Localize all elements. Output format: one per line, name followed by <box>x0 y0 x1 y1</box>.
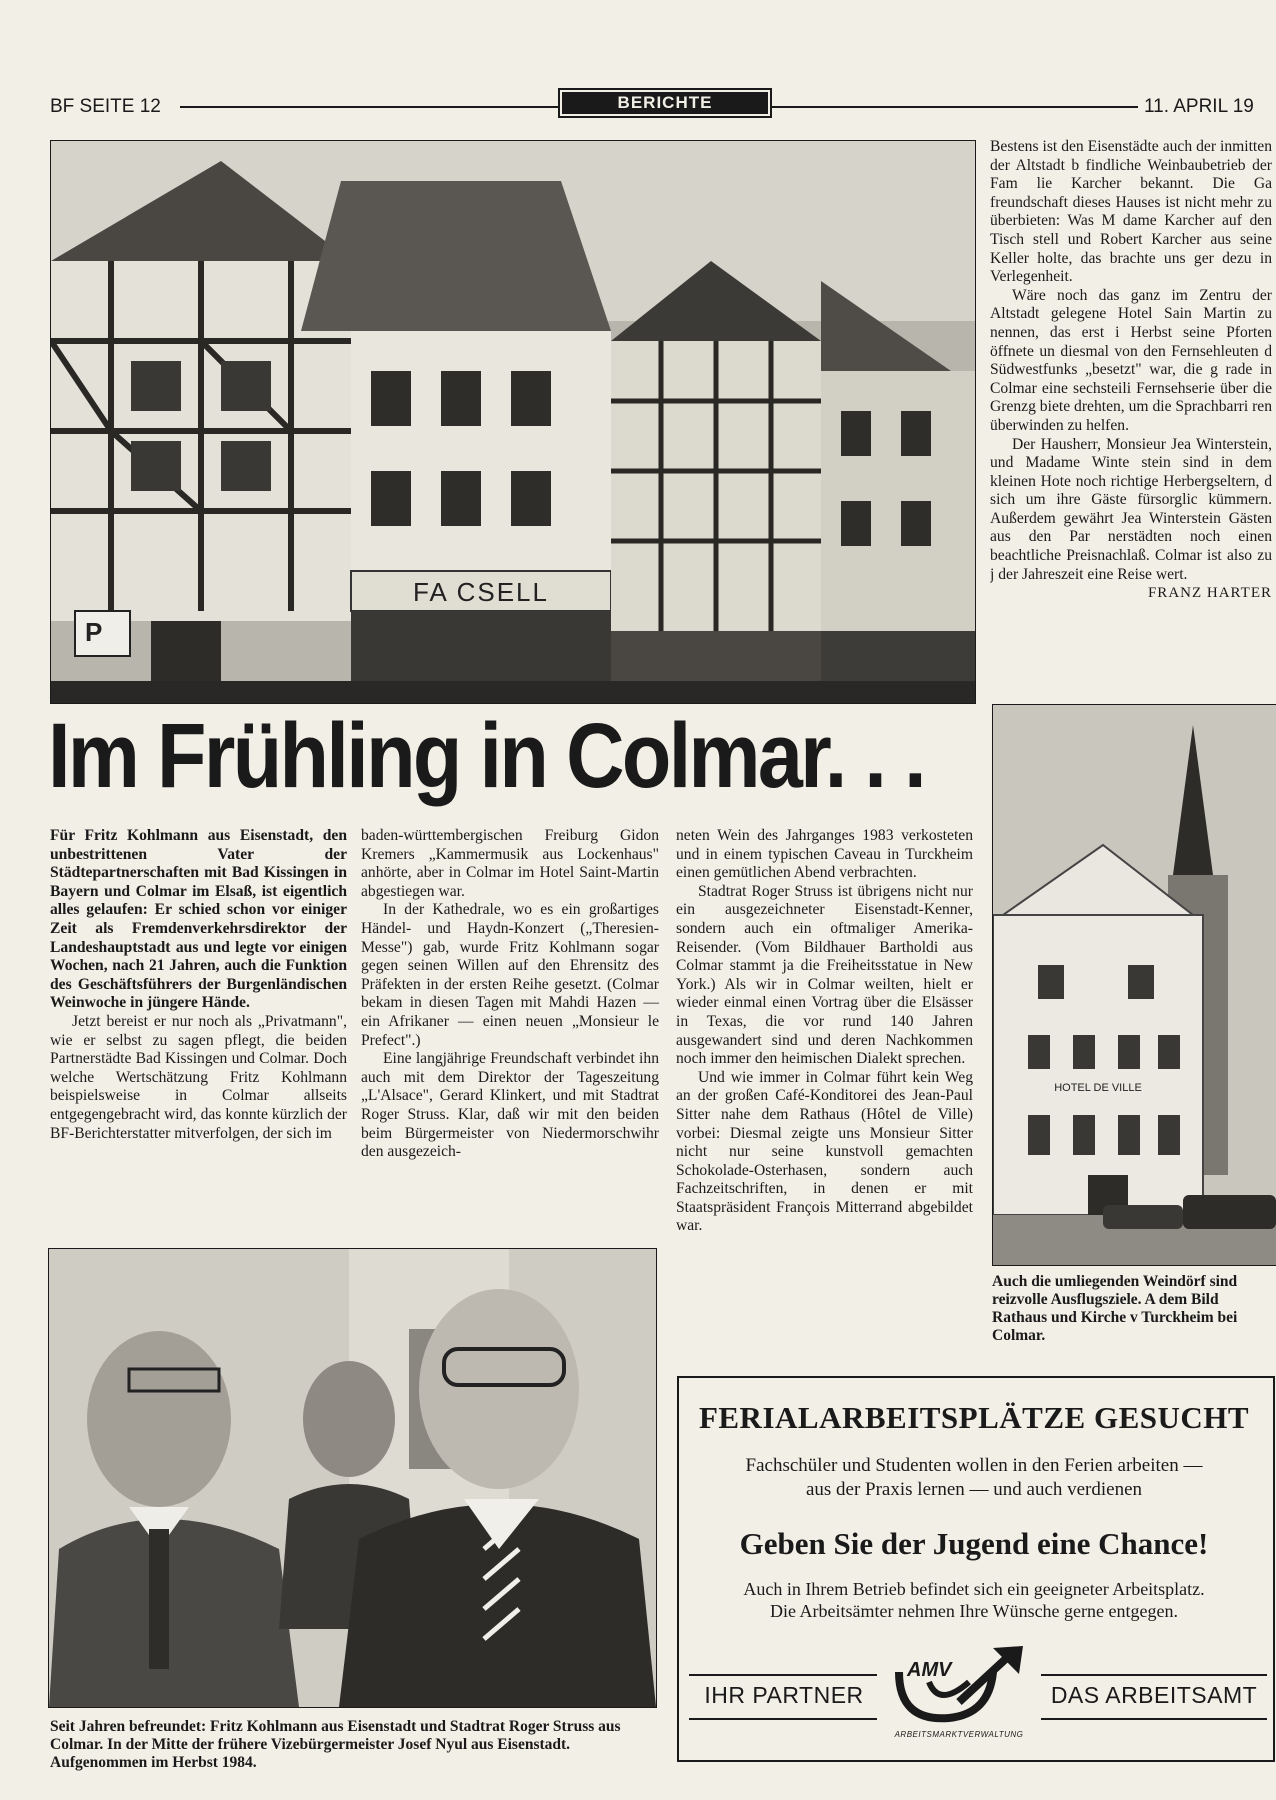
article-column-2 <box>361 827 659 1162</box>
article-paragraph: baden-württembergischen Freiburg Gidon Kremers „Kammermusik aus Lockenhaus" anhörte, aber in Colmar im Hotel Saint-Martin abgestiegen war. <box>361 827 659 900</box>
article-column-1 <box>50 827 347 1143</box>
ad-slogan: Geben Sie der Jugend eine Chance! <box>739 1526 1209 1561</box>
ad-rule-bottom-right <box>1041 1718 1267 1720</box>
article-paragraph: Bestens ist den Eisenstädte auch der inmitten der Altstadt b findliche Weinbaubetrieb der Fam lie Karcher bekannt. Die Ga freundschaft dieses Hauses ist nicht mehr zu überbieten: Was M dame Karcher auf den Tisch stell und Robert Karcher aus seine Keller holte, das brachte uns ger dezu in Verlegenheit. <box>990 138 1272 286</box>
parking-sign-text: P <box>85 617 103 647</box>
article-paragraph: Eine langjährige Freundschaft verbindet ihn auch mit dem Direktor der Tageszeitung „L'Alsace", Gerard Klinkert, und mit Stadtrat Roger Struss. Klar, daß wir mit den beiden beim Bürgermeister von Niedermorschwihr den ausgezeich- <box>361 1050 659 1161</box>
section-label-text: BERICHTE <box>562 92 768 114</box>
article-headline: Im Frühling in Colmar. . . <box>48 705 924 807</box>
ad-subtitle-line-1: Fachschüler und Studenten wollen in den Ferien arbeiten — <box>745 1455 1203 1476</box>
author-signature: FRANZ HARTER <box>1147 585 1272 602</box>
amv-logo-icon <box>889 1642 1029 1728</box>
three-men-illustration <box>49 1249 656 1707</box>
photo-turckheim-rathaus <box>992 704 1276 1266</box>
article-column-4 <box>990 138 1272 603</box>
ad-rule-top-right <box>1041 1674 1267 1676</box>
amv-logo-subtitle: ARBEITSMARKTVERWALTUNG <box>894 1730 1024 1739</box>
caption-three-men: Seit Jahren befreundet: Fritz Kohlmann aus Eisenstadt und Stadtrat Roger Struss aus Colmar. In der Mitte der frühere Vizebürgermeister Josef Nyul aus Eisenstadt. Aufgenommen im Herbst 1984. <box>50 1718 621 1771</box>
article-paragraph: Stadtrat Roger Struss ist übrigens nicht nur ein ausgezeichneter Eisenstadt-Kenner, sondern auch ein oftmaliger Amerika-Reisender. (Vom Bildhauer Bartholdi aus Colmar stammt ja die Freiheitsstatue in New York.) Als wir in Colmar weilten, hielt er wieder einmal einen Vortrag über die Elsässer in Texas, die vor rund 140 Jahren ausgewandert sind und deren Nachkommen noch immer den heimischen Dialekt sprechen. <box>676 882 973 1068</box>
article-paragraph: Jetzt bereist er nur noch als „Privatmann", wie er selbst zu sagen pflegt, die beiden Partnerstädte Bad Kissingen und Colmar. Doch welche Wertschätzung Fritz Kohlmann beispielsweise in Colmar allseits entgegengebracht wird, das konnte kürzlich der BF-Berichterstatter mitverfolgen, der sich im <box>50 1012 347 1142</box>
hotel-de-ville-sign: HOTEL DE VILLE <box>1054 1082 1142 1094</box>
header-rule-left <box>180 106 558 108</box>
caption-rathaus: Auch die umliegenden Weindörf sind reizvolle Ausflugsziele. A dem Bild Rathaus und Kirche v Turckheim bei Colmar. <box>992 1273 1238 1344</box>
photo-colmar-houses <box>50 140 976 704</box>
issue-date: 11. APRIL 19 <box>1144 96 1254 117</box>
shop-sign-text: FA CSELL <box>413 577 549 607</box>
amv-logo <box>889 1642 1029 1728</box>
ad-text-line-2: Die Arbeitsämter nehmen Ihre Wünsche gerne entgegen. <box>769 1601 1178 1621</box>
ad-footer-right: DAS ARBEITSAMT <box>1050 1682 1258 1708</box>
photo-kohlmann-struss <box>48 1248 657 1708</box>
ad-subtitle <box>679 1454 1269 1502</box>
ad-text <box>679 1578 1269 1622</box>
ad-footer-left: IHR PARTNER <box>704 1682 864 1708</box>
article-lead-paragraph: Für Fritz Kohlmann aus Eisenstadt, den unbestrittenen Vater der Städtepartnerschaften mit Bad Kissingen in Bayern und Colmar im Elsaß, ist eigentlich alles gelaufen: Er schied schon vor einiger Zeit als Fremdenverkehrsdirektor der Landeshauptstadt aus und legte vor einigen Wochen, nach 21 Jahren, auch die Funktion des Geschäftsführers der Burgenländischen Weinwoche in jüngere Hände. <box>50 827 347 1012</box>
page-number: BF SEITE 12 <box>50 96 161 117</box>
job-advertisement <box>677 1376 1275 1762</box>
colmar-houses-illustration <box>51 141 975 703</box>
section-label <box>558 88 772 118</box>
article-paragraph: Wäre noch das ganz im Zentru der Altstadt gelegene Hotel Sain Martin zu nennen, das erst i Herbst seine Pforten öffnete un diesmal von den Fernsehleuten d Südwestfunks „besetzt" war, die g rade in Colmar eine sechsteili Fernsehserie über die Grenzg biete drehten, um die Sprachbarri ren überwinden zu helfen. <box>990 286 1272 434</box>
article-paragraph: In der Kathedrale, wo es ein großartiges Händel- und Haydn-Konzert („Theresien-Messe") gab, wurde Fritz Kohlmann sogar gegen seinen Willen auf den Ehrensitz des Präfekten in der ersten Reihe gesetzt. (Colmar bekam in diesen Tagen mit Mahdi Hazen — ein Afrikaner — einen neuen „Monsieur le Prefect".) <box>361 901 659 1049</box>
ad-title: FERIALARBEITSPLÄTZE GESUCHT <box>698 1400 1250 1435</box>
ad-text-line-1: Auch in Ihrem Betrieb befindet sich ein geeigneter Arbeitsplatz. <box>743 1579 1205 1599</box>
header-rule-right <box>772 106 1138 108</box>
ad-subtitle-line-2: aus der Praxis lernen — und auch verdienen <box>805 1479 1143 1500</box>
article-paragraph: neten Wein des Jahrganges 1983 verkosteten und in einem typischen Caveau in Turckheim einen gemütlichen Abend verbrachten. <box>676 827 973 882</box>
rathaus-illustration <box>993 705 1276 1265</box>
article-column-3 <box>676 827 973 1236</box>
ad-rule-bottom-left <box>689 1718 877 1720</box>
ad-rule-top-left <box>689 1674 877 1676</box>
article-paragraph: Der Hausherr, Monsieur Jea Winterstein, und Madame Winte stein sind in dem kleinen Hote noch richtige Herbergseltern, d sich um ihre Gäste fürsorglic kümmern. Außerdem gewährt Jea Winterstein Gästen aus den Par nerstädten noch einen beachtliche Preisnachlaß. Colmar ist also zu j der Jahreszeit eine Reise wert. <box>990 435 1272 583</box>
article-paragraph: Und wie immer in Colmar führt kein Weg an der großen Café-Konditorei des Jean-Paul Sitter nahe dem Rathaus (Hôtel de Ville) vorbei: Diesmal zeigte uns Monsieur Sitter nicht nur seine kunstvoll gemachten Schokolade-Osterhasen, sondern auch Fachzeitschriften, in denen er mit Staatspräsident François Mitterrand abgebildet war. <box>676 1068 973 1235</box>
amv-logo-text: AMV <box>907 1659 952 1681</box>
